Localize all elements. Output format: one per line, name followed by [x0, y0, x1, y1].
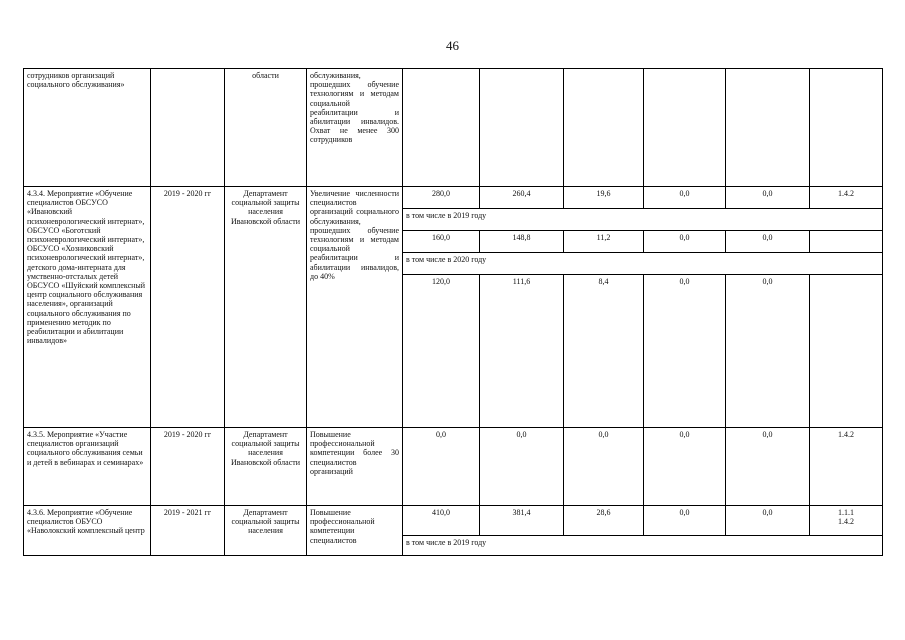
year-subheader: в том числе в 2019 году [403, 536, 883, 556]
total-funding-cell: 160,0 [403, 231, 480, 253]
executor-cell: Департамент социальной защиты населения Ивановской области [225, 428, 307, 506]
value-cell [480, 69, 564, 187]
program-measures-table [23, 68, 883, 556]
table-row [24, 187, 883, 209]
period-cell: 2019 - 2020 гг [151, 428, 225, 506]
indicator-cell: 1.4.2 [810, 187, 883, 209]
table-row [24, 69, 883, 187]
funding-cell: 0,0 [726, 187, 810, 209]
period-cell: 2019 - 2021 гг [151, 506, 225, 556]
value-cell [726, 69, 810, 187]
measure-name-cell: сотрудников организаций социального обслуживания» [24, 69, 151, 187]
funding-cell: 260,4 [480, 187, 564, 209]
period-cell [151, 69, 225, 187]
funding-cell: 0,0 [726, 231, 810, 253]
funding-cell: 111,6 [480, 275, 564, 428]
funding-cell: 0,0 [480, 428, 564, 506]
result-cell: Увеличение численности специалистов организаций социального обслуживания, прошедших обучение технологиям и методам социальной реабилитации и абилитации инвалидов, до 40% [307, 187, 403, 428]
funding-cell: 0,0 [644, 275, 726, 428]
funding-cell: 0,0 [726, 506, 810, 536]
year-subheader: в том числе в 2019 году [403, 209, 883, 231]
funding-cell: 0,0 [564, 428, 644, 506]
total-funding-cell: 410,0 [403, 506, 480, 536]
funding-cell: 28,6 [564, 506, 644, 536]
measure-name-cell: 4.3.4. Мероприятие «Обучение специалистов ОБСУСО «Ивановский психоневрологический интернат», ОБСУСО «Боготский психоневрологический интернат», ОБСУСО «Хозниковский психоневрологический интернат», детского дома-интерната для умственно-отсталых детей ОБСУСО «Шуйский комплексный центр социального обслуживания населения», организаций социального обслуживания по применению методик по реабилитации и абилитации инвалидов» [24, 187, 151, 428]
table-row [24, 428, 883, 506]
funding-cell: 19,6 [564, 187, 644, 209]
executor-cell: области [225, 69, 307, 187]
measure-name-cell: 4.3.6. Мероприятие «Обучение специалистов ОБУСО «Наволокский комплексный центр [24, 506, 151, 556]
value-cell [403, 69, 480, 187]
indicator-cell: 1.4.2 [810, 428, 883, 506]
funding-cell: 0,0 [644, 506, 726, 536]
funding-cell: 0,0 [726, 428, 810, 506]
total-funding-cell: 120,0 [403, 275, 480, 428]
indicator-code: 1.1.1 [838, 508, 854, 517]
funding-cell: 148,8 [480, 231, 564, 253]
funding-cell: 0,0 [644, 428, 726, 506]
total-funding-cell: 280,0 [403, 187, 480, 209]
indicator-cell [810, 506, 883, 536]
executor-cell: Департамент социальной защиты населения [225, 506, 307, 556]
funding-cell: 8,4 [564, 275, 644, 428]
value-cell [564, 69, 644, 187]
total-funding-cell: 0,0 [403, 428, 480, 506]
funding-cell: 11,2 [564, 231, 644, 253]
page-number: 46 [446, 38, 459, 53]
indicator-cell [810, 231, 883, 253]
funding-cell: 0,0 [644, 231, 726, 253]
result-cell: Повышение профессиональной компетенции специалистов [307, 506, 403, 556]
table-row [24, 506, 883, 536]
measure-name-cell: 4.3.5. Мероприятие «Участие специалистов организаций социального обслуживания семьи и детей в вебинарах и семинарах» [24, 428, 151, 506]
funding-cell: 0,0 [726, 275, 810, 428]
value-cell [644, 69, 726, 187]
result-cell: обслуживания, прошедших обучение технологиям и методам социальной реабилитации и абилитации инвалидов. Охват не менее 300 сотрудников [307, 69, 403, 187]
result-cell: Повышение профессиональной компетенции более 30 специалистов организаций [307, 428, 403, 506]
period-cell: 2019 - 2020 гг [151, 187, 225, 428]
indicator-cell [810, 275, 883, 428]
funding-cell: 0,0 [644, 187, 726, 209]
indicator-cell [810, 69, 883, 187]
funding-cell: 381,4 [480, 506, 564, 536]
indicator-code: 1.4.2 [838, 517, 854, 527]
executor-cell: Департамент социальной защиты населения Ивановской области [225, 187, 307, 428]
year-subheader: в том числе в 2020 году [403, 253, 883, 275]
